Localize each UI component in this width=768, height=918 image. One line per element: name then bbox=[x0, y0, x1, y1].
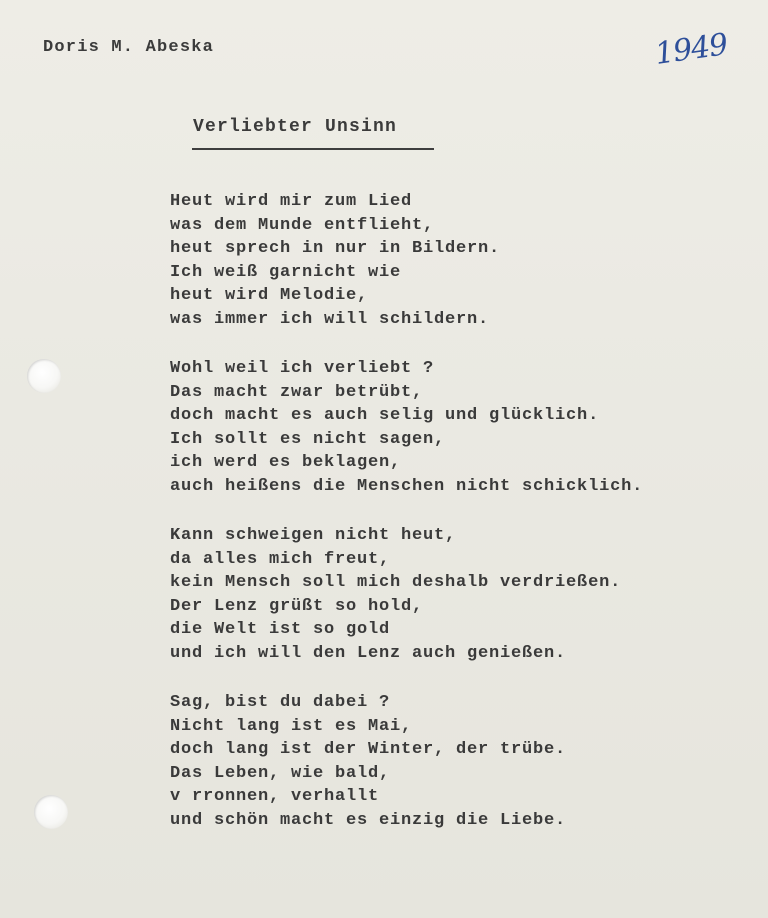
stanza-3 bbox=[170, 524, 643, 665]
poem-line: ich werd es beklagen, bbox=[170, 453, 402, 472]
poem-line: Sag, bist du dabei ? bbox=[170, 693, 391, 712]
poem-line: heut sprech in nur in Bildern. bbox=[170, 239, 501, 258]
poem-line: Kann schweigen nicht heut, bbox=[170, 526, 457, 545]
poem-body bbox=[170, 190, 643, 858]
stanza-1 bbox=[170, 190, 643, 331]
poem-line: und schön macht es einzig die Liebe. bbox=[170, 810, 567, 830]
title-underline bbox=[192, 148, 434, 150]
author-name: Doris M. Abeska bbox=[43, 38, 215, 57]
stanza-4 bbox=[170, 691, 643, 832]
poem-line: die Welt ist so gold bbox=[170, 620, 391, 639]
punch-hole bbox=[27, 359, 61, 393]
poem-title: Verliebter Unsinn bbox=[193, 117, 398, 137]
poem-line: doch lang ist der Winter, der trübe. bbox=[170, 740, 567, 759]
poem-line: Ich sollt es nicht sagen, bbox=[170, 429, 446, 449]
poem-line: Das macht zwar betrübt, bbox=[170, 382, 424, 402]
poem-line: v rronnen, verhallt bbox=[170, 787, 380, 806]
stanza-2 bbox=[170, 357, 643, 498]
poem-line: was dem Munde entflieht, bbox=[170, 215, 435, 235]
poem-line: Ich weiß garnicht wie bbox=[170, 262, 402, 282]
poem-line: da alles mich freut, bbox=[170, 549, 391, 569]
handwritten-year: 1949 bbox=[652, 27, 730, 72]
poem-line: auch heißens die Menschen nicht schicklich. bbox=[170, 476, 644, 496]
poem-line: kein Mensch soll mich deshalb verdrießen. bbox=[170, 573, 622, 592]
poem-line: Nicht lang ist es Mai, bbox=[170, 716, 413, 736]
poem-line: Der Lenz grüßt so hold, bbox=[170, 596, 424, 616]
poem-line: Wohl weil ich verliebt ? bbox=[170, 359, 435, 378]
poem-line: was immer ich will schildern. bbox=[170, 309, 490, 329]
poem-line: heut wird Melodie, bbox=[170, 286, 369, 305]
poem-line: und ich will den Lenz auch genießen. bbox=[170, 643, 567, 663]
poem-line: doch macht es auch selig und glücklich. bbox=[170, 406, 600, 425]
poem-line: Das Leben, wie bald, bbox=[170, 763, 391, 783]
punch-hole bbox=[34, 795, 68, 829]
poem-line: Heut wird mir zum Lied bbox=[170, 192, 413, 211]
